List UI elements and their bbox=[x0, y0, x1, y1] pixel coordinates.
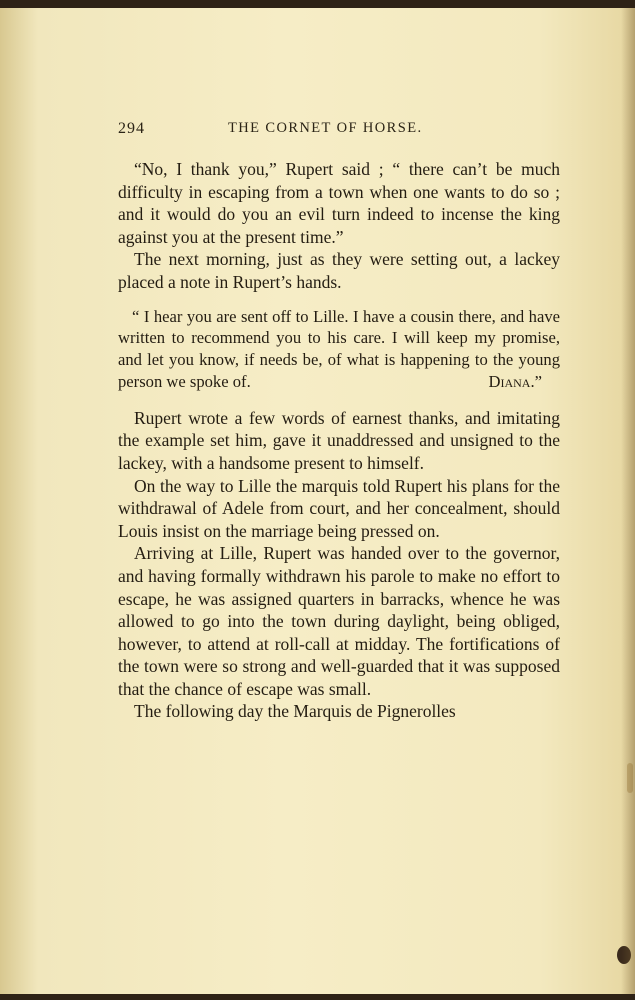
paragraph: On the way to Lille the marquis told Rupert his plans for the withdrawal of Adele from court, and her concealment, should Louis insist on the marriage being pressed on. bbox=[118, 475, 560, 541]
paragraph: The following day the Marquis de Pignerolles bbox=[134, 701, 456, 722]
paragraph: The next morning, just as they were setting out, a lackey placed a note in Rupert’s hands. bbox=[118, 249, 560, 292]
paragraph: Arriving at Lille, Rupert was handed over to the governor, and having formally withdrawn his parole to make no effort to escape, he was assigned quarters in barracks, whence he was allowed to go into the town during daylight, being obliged, however, to attend at roll-call at midday. The fortifications of the town were so strong and well-guarded that it was supposed that the chance of escape was small. bbox=[118, 543, 560, 699]
paragraph: “No, I thank you,” Rupert said ; “ there can’t be much difficulty in escaping from a town when one wants to do so ; and it would do you an evil turn indeed to incense the king against you at the present time.” bbox=[118, 159, 560, 247]
letter-body: “ I hear you are sent off to Lille. I have a cousin there, and have written to recommend you to his care. I will keep my promise, and let you know, if needs be, of what is happening to the young person we spoke of. bbox=[118, 306, 560, 391]
letter-signature: Diana.” bbox=[488, 371, 542, 391]
letter-quote bbox=[118, 306, 560, 393]
page-ink-spot bbox=[617, 946, 631, 964]
page-stain bbox=[627, 763, 633, 793]
running-head bbox=[118, 120, 557, 142]
page-number: 294 bbox=[118, 120, 145, 137]
paragraph: Rupert wrote a few words of earnest thanks, and imitating the example set him, gave it unaddressed and unsigned to the lackey, with a handsome present to himself. bbox=[118, 407, 560, 473]
book-title: THE CORNET OF HORSE. bbox=[228, 120, 423, 136]
body-text bbox=[118, 158, 560, 723]
